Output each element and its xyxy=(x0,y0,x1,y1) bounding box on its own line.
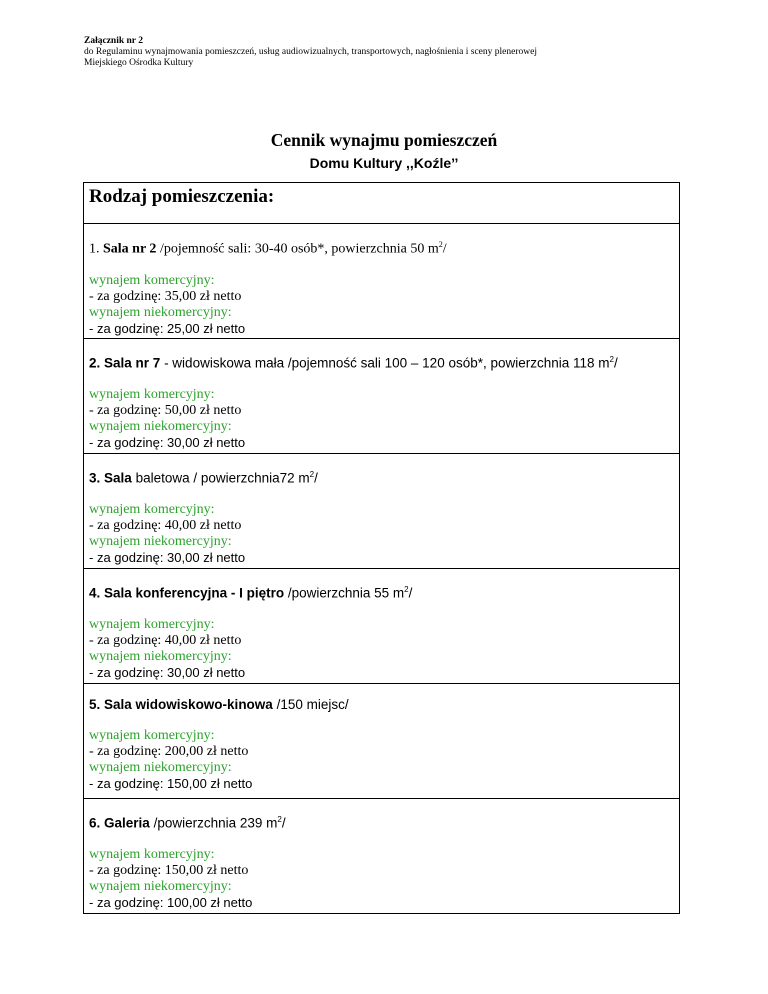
room-description-end: / xyxy=(281,815,286,831)
noncommercial-label: wynajem niekomercyjny: xyxy=(89,648,232,664)
room-name: Sala xyxy=(104,470,132,486)
noncommercial-price: - za godzinę: 30,00 zł netto xyxy=(89,434,246,450)
attachment-regulation: do Regulaminu wynajmowania pomieszczeń, usług audiowizualnych, transportowych, nagłośnienia i sceny plenerowej xyxy=(84,47,537,57)
room-description-end: / xyxy=(408,585,413,601)
room-title xyxy=(89,581,679,603)
commercial-label: wynajem komercyjny: xyxy=(89,386,215,402)
table-row xyxy=(84,454,680,569)
room-title xyxy=(89,811,679,833)
noncommercial-label: wynajem niekomercyjny: xyxy=(89,878,232,894)
room-description-end: / xyxy=(314,470,318,486)
commercial-label: wynajem komercyjny: xyxy=(89,501,215,517)
commercial-price: - za godzinę: 150,00 zł netto xyxy=(89,862,249,878)
room-title xyxy=(89,696,679,714)
document-subtitle: Domu Kultury ,,Koźle’’ xyxy=(309,155,459,171)
noncommercial-price: - za godzinę: 150,00 zł netto xyxy=(89,776,253,791)
commercial-label: wynajem komercyjny: xyxy=(89,272,215,288)
rooms-table xyxy=(83,182,680,914)
room-description: /powierzchnia 55 m xyxy=(284,585,405,601)
commercial-label: wynajem komercyjny: xyxy=(89,616,215,632)
room-title xyxy=(89,236,679,259)
room-number: 5. xyxy=(89,697,101,712)
table-row xyxy=(84,569,680,684)
superscript: 2 xyxy=(277,815,282,824)
noncommercial-price: - za godzinę: 25,00 zł netto xyxy=(89,320,246,336)
table-row xyxy=(84,224,680,339)
room-name: Sala nr 7 xyxy=(104,355,161,371)
superscript: 2 xyxy=(309,470,315,479)
room-number: 3. xyxy=(89,470,101,486)
commercial-label: wynajem komercyjny: xyxy=(89,728,215,743)
room-number: 6. xyxy=(89,815,101,831)
room-description-end: / xyxy=(442,241,447,257)
superscript: 2 xyxy=(404,585,409,594)
room-description-end: / xyxy=(614,355,618,371)
table-row xyxy=(84,339,680,454)
commercial-label: wynajem komercyjny: xyxy=(89,846,215,862)
noncommercial-label: wynajem niekomercyjny: xyxy=(89,304,232,320)
commercial-price: - za godzinę: 35,00 zł netto xyxy=(89,288,242,304)
document-title: Cennik wynajmu pomieszczeń xyxy=(270,130,498,150)
room-number: 2. xyxy=(89,355,101,371)
noncommercial-price: - za godzinę: 30,00 zł netto xyxy=(89,664,246,680)
superscript: 2 xyxy=(438,240,443,249)
noncommercial-price: - za godzinę: 30,00 zł netto xyxy=(89,549,246,565)
room-description: baletowa / powierzchnia72 m xyxy=(131,470,310,486)
room-number: 4. xyxy=(89,585,101,601)
noncommercial-label: wynajem niekomercyjny: xyxy=(89,418,232,434)
room-number: 1. xyxy=(89,241,100,257)
noncommercial-label: wynajem niekomercyjny: xyxy=(89,533,232,549)
noncommercial-label: wynajem niekomercyjny: xyxy=(89,760,232,775)
room-name: Sala konferencyjna - I piętro xyxy=(104,585,285,601)
attachment-institution: Miejskiego Ośrodka Kultury xyxy=(84,58,194,68)
noncommercial-price: - za godzinę: 100,00 zł netto xyxy=(89,894,253,910)
room-name: Galeria xyxy=(104,815,150,831)
table-header: Rodzaj pomieszczenia: xyxy=(84,183,680,224)
room-description: /pojemność sali: 30-40 osób*, powierzchnia 50 m xyxy=(159,241,439,257)
superscript: 2 xyxy=(609,355,614,364)
commercial-price: - za godzinę: 50,00 zł netto xyxy=(89,402,242,418)
room-description: /powierzchnia 239 m xyxy=(149,815,278,831)
table-row xyxy=(84,799,680,914)
commercial-price: - za godzinę: 40,00 zł netto xyxy=(89,632,242,648)
room-title xyxy=(89,351,679,373)
room-name: Sala widowiskowo-kinowa xyxy=(104,697,273,712)
room-name: Sala nr 2 xyxy=(103,241,157,257)
table-row xyxy=(84,684,680,799)
commercial-price: - za godzinę: 200,00 zł netto xyxy=(89,744,249,759)
room-title xyxy=(89,466,679,488)
room-description: - widowiskowa mała /pojemność sali 100 – 120 osób*, powierzchnia 118 m xyxy=(160,355,610,371)
attachment-number: Załącznik nr 2 xyxy=(84,36,143,46)
commercial-price: - za godzinę: 40,00 zł netto xyxy=(89,517,242,533)
attachment-header xyxy=(84,36,537,69)
room-description: /150 miejsc/ xyxy=(272,697,349,712)
